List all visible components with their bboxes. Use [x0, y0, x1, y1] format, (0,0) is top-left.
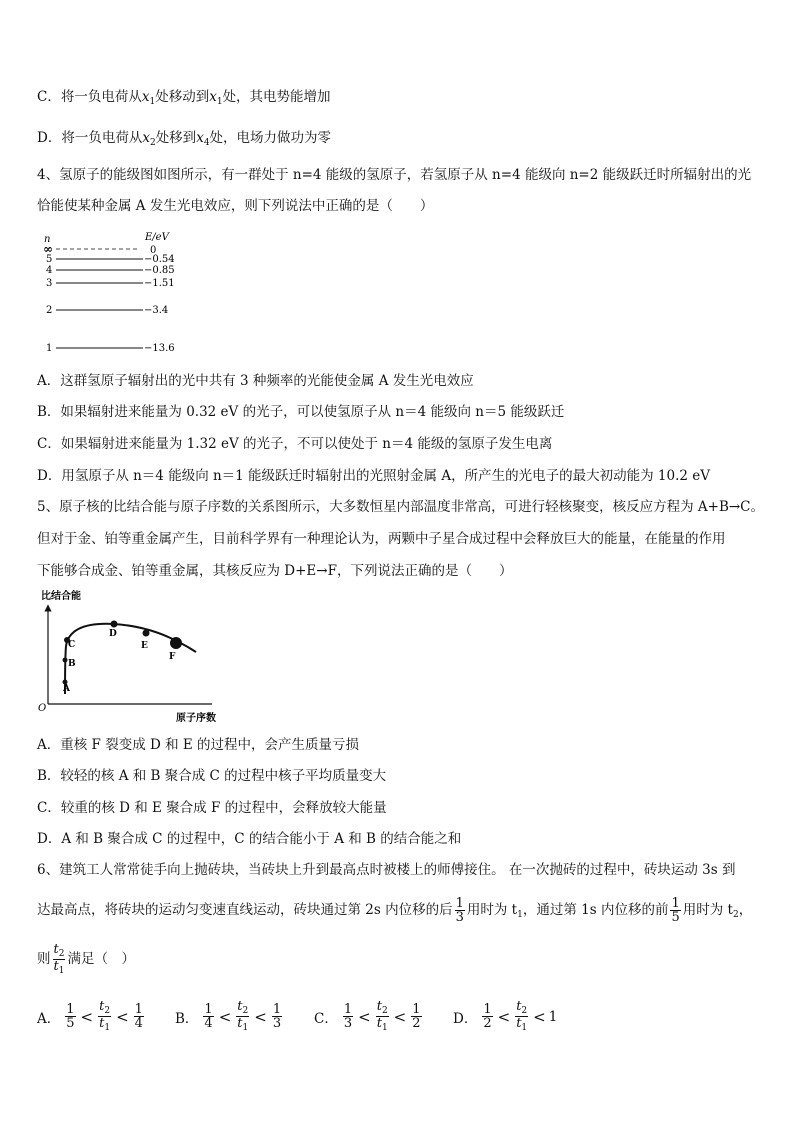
lower-bound [343, 1003, 353, 1030]
fraction-denominator: 5 [66, 1016, 75, 1031]
level-n-5: 5 [46, 254, 53, 265]
q3-option-c [37, 87, 331, 112]
fraction-numerator: 1 [343, 1002, 353, 1017]
level-e-4: −0.85 [144, 265, 175, 276]
q6-text: ，通过第 1s 内位移的前 [522, 902, 669, 918]
q4-stem-line2: 恰能使某种金属 A 发生光电效应，则下列说法中正确的是（ ） [37, 198, 434, 214]
point-e-label: E [141, 641, 148, 651]
q4-option-d: D．用氢原子从 n＝4 能级向 n＝1 能级跃迁时辐射出的光照射金属 A，所产生的光电子的最大初动能为 10.2 eV [37, 468, 710, 484]
q4-stem-line1: 4、氢原子的能级图如图所示，有一群处于 n=4 能级的氢原子，若氢原子从 n=4 能级向 n=2 能级跃迁时所辐射出的光 [37, 167, 752, 183]
fraction-numerator: 1 [483, 1002, 492, 1017]
point-d-dot [111, 621, 118, 628]
less-than-sign: < [218, 1007, 232, 1026]
fraction-denominator: 4 [134, 1016, 143, 1031]
fraction-numerator [98, 1000, 111, 1017]
level-e-3: −1.51 [144, 278, 175, 289]
fraction-numerator: 1 [671, 896, 680, 911]
fraction-denominator [53, 960, 66, 976]
var-x: x [196, 130, 204, 146]
fraction-denominator: 3 [455, 910, 464, 925]
less-than-sign: < [116, 1007, 129, 1026]
fraction-denominator [515, 1017, 528, 1033]
level-e-5: −0.54 [144, 254, 175, 265]
subscript: 2 [149, 138, 156, 148]
point-e-dot [143, 630, 150, 637]
q6-stem-line1: 6、建筑工人常常徒手向上抛砖块，当砖块上升到最高点时被楼上的师傅接住。 在一次抛砖的过程中，砖块运动 3s 到 [37, 862, 736, 878]
var-x: x [141, 89, 150, 105]
fraction-denominator: 3 [272, 1016, 282, 1031]
subscript: 2 [104, 1006, 111, 1016]
fraction-numerator: 1 [66, 1002, 75, 1017]
var-t: t [99, 1016, 105, 1031]
upper-bound [134, 1003, 144, 1030]
var-t: t [516, 999, 522, 1014]
less-than-sign: < [393, 1007, 407, 1026]
fraction-numerator [376, 1000, 389, 1017]
q6-text: 达最高点，将砖块的运动匀变速直线运动，砖块通过第 2s 内位移的后 [37, 902, 453, 918]
point-f-dot [170, 637, 182, 649]
fraction-numerator: 1 [204, 1002, 213, 1017]
lower-bound [65, 1003, 75, 1030]
var-t: t [53, 959, 59, 974]
point-b-dot [63, 658, 68, 663]
var-x: x [209, 89, 217, 105]
ratio-t2-t1 [376, 1000, 389, 1033]
option-label: B． [175, 1010, 199, 1027]
subscript: 1 [149, 97, 156, 107]
less-than-sign: < [533, 1007, 546, 1026]
diagram-n-header: n [44, 234, 51, 245]
fraction-one-third [455, 897, 465, 924]
var-x: x [142, 130, 150, 146]
graph-y-axis-label: 比结合能 [41, 591, 81, 602]
var-t: t [237, 1016, 243, 1031]
energy-level-diagram [40, 228, 200, 356]
level-n-3: 3 [46, 278, 53, 289]
fraction-numerator [236, 1000, 249, 1017]
subscript: 2 [242, 1006, 249, 1016]
point-c-label: C [68, 640, 76, 650]
q5-option-c: C．较重的核 D 和 E 聚合成 F 的过程中，会释放较大能量 [37, 800, 387, 816]
fraction-denominator: 2 [483, 1016, 492, 1031]
ratio-t2-t1 [515, 1000, 528, 1033]
subscript: 1 [517, 910, 523, 920]
subscript: 1 [381, 1023, 388, 1033]
level-n-1: 1 [46, 343, 53, 354]
var-t: t [99, 999, 105, 1014]
q3-option-c-text: 处移动到 [155, 89, 210, 105]
q5-option-a: A．重核 F 裂变成 D 和 E 的过程中，会产生质量亏损 [37, 737, 360, 753]
q6-text: 用时为 t [682, 902, 733, 918]
option-label: D． [453, 1010, 478, 1027]
q3-option-d [37, 128, 331, 153]
fraction-numerator: 1 [412, 1002, 421, 1017]
point-f-label: F [169, 652, 176, 662]
binding-energy-curve [65, 624, 196, 694]
upper-bound [272, 1003, 282, 1030]
fraction-one-fifth [670, 897, 680, 924]
subscript: 2 [58, 949, 65, 959]
q3-option-d-text: 处移到 [155, 130, 197, 146]
fraction-numerator [53, 943, 66, 960]
level-n-2: 2 [46, 305, 53, 316]
lower-bound [203, 1003, 213, 1030]
var-t: t [53, 942, 59, 957]
diagram-e-header: E/eV [145, 232, 169, 243]
subscript: 2 [381, 1006, 388, 1016]
q5-option-d: D．A 和 B 聚合成 C 的过程中，C 的结合能小于 A 和 B 的结合能之和 [37, 831, 462, 847]
point-a-label: A [63, 684, 70, 694]
subscript: 1 [58, 966, 65, 976]
fraction-denominator [98, 1017, 111, 1033]
graph-x-axis-label: 原子序数 [176, 713, 216, 724]
fraction-denominator [236, 1017, 249, 1033]
subscript: 2 [521, 1006, 528, 1016]
q6-option-c [314, 1000, 424, 1033]
lower-bound [482, 1003, 492, 1030]
q3-option-c-text: 处，其电势能增加 [222, 89, 331, 105]
fraction-numerator: 1 [134, 1002, 143, 1017]
point-b-label: B [68, 659, 76, 669]
var-t: t [376, 999, 382, 1014]
fraction-numerator: 1 [455, 896, 464, 911]
less-than-sign: < [254, 1007, 267, 1026]
q4-option-b: B．如果辐射进来能量为 0.32 eV 的光子，可以使氢原子从 n＝4 能级向 n＝5 能级跃迁 [37, 404, 565, 420]
q6-option-a [37, 1000, 146, 1033]
q5-stem-line3: 下能够合成金、铂等重金属，其核反应为 D+E→F，下列说法正确的是（ ） [37, 563, 513, 579]
q5-option-b: B．较轻的核 A 和 B 聚合成 C 的过程中核子平均质量变大 [37, 768, 387, 784]
q6-option-d [453, 1000, 557, 1033]
less-than-sign: < [358, 1007, 371, 1026]
ratio-t2-t1 [53, 943, 66, 976]
upper-bound: 1 [548, 1008, 558, 1025]
subscript: 1 [216, 97, 223, 107]
subscript: 1 [104, 1023, 111, 1033]
q6-option-b [175, 1000, 284, 1033]
option-label: A． [37, 1010, 61, 1027]
var-t: t [376, 1016, 382, 1031]
subscript: 2 [732, 910, 739, 920]
level-e-inf: 0 [150, 245, 157, 256]
ratio-t2-t1 [98, 1000, 111, 1033]
q5-stem-line2: 但对于金、铂等重金属产生，目前科学界有一种理论认为，两颗中子星合成过程中会释放巨大的能量，在能量的作用 [37, 531, 726, 547]
q3-option-d-text: D．将一负电荷从 [37, 130, 143, 146]
q6-text: 则 [37, 951, 51, 967]
graph-origin-label: O [38, 703, 47, 714]
q6-stem-line2 [37, 895, 752, 930]
less-than-sign: < [497, 1007, 511, 1026]
subscript: 4 [203, 138, 210, 148]
fraction-denominator: 4 [204, 1016, 213, 1031]
subscript: 1 [521, 1023, 528, 1033]
subscript: 1 [242, 1023, 249, 1033]
level-e-2: −3.4 [144, 305, 169, 316]
var-t: t [516, 1016, 522, 1031]
q6-text: ， [738, 902, 753, 918]
option-label: C． [314, 1010, 338, 1027]
q3-option-d-text: 处，电场力做功为零 [209, 130, 332, 146]
level-e-1: −13.6 [144, 343, 175, 354]
q6-stem-line3 [37, 943, 135, 976]
level-n-4: 4 [46, 265, 53, 276]
q6-text: 用时为 t [466, 902, 518, 918]
fraction-denominator: 2 [412, 1016, 421, 1031]
fraction-denominator: 3 [343, 1016, 353, 1031]
fraction-denominator: 5 [671, 910, 680, 925]
ratio-t2-t1 [236, 1000, 249, 1033]
fraction-denominator [376, 1017, 389, 1033]
q6-text: 满足（ ） [67, 951, 135, 967]
q5-stem-line1: 5、原子核的比结合能与原子序数的关系图所示，大多数恒星内部温度非常高，可进行轻核聚变，核反应方程为 A+B→C。 [37, 499, 765, 515]
q3-option-c-text: C．将一负电荷从 [37, 89, 142, 105]
fraction-numerator: 1 [272, 1002, 282, 1017]
fraction-numerator [515, 1000, 528, 1017]
q4-option-c: C．如果辐射进来能量为 1.32 eV 的光子，不可以使处于 n＝4 能级的氢原子发生电离 [37, 436, 553, 452]
var-t: t [237, 999, 243, 1014]
less-than-sign: < [80, 1007, 94, 1026]
binding-energy-graph [36, 588, 236, 724]
level-n-inf: ∞ [43, 242, 53, 256]
q4-option-a: A．这群氢原子辐射出的光中共有 3 种频率的光能使金属 A 发生光电效应 [37, 373, 474, 389]
upper-bound [411, 1003, 421, 1030]
point-d-label: D [109, 629, 117, 639]
